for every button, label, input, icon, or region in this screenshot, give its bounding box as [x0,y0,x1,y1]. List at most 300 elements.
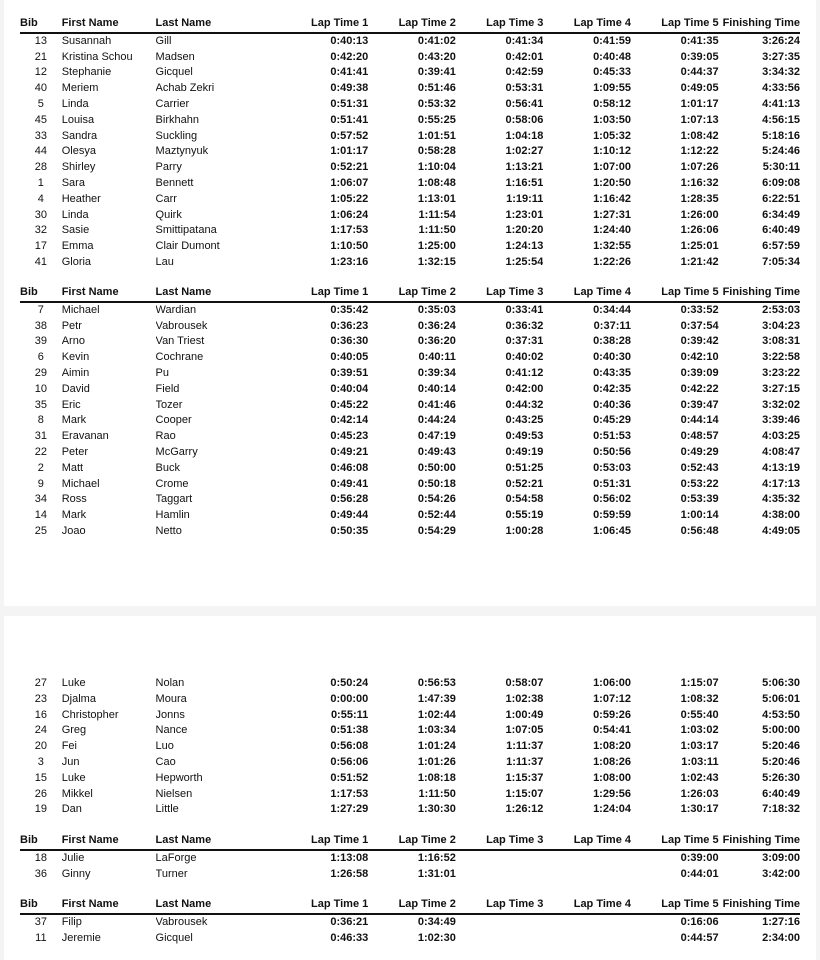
cell-last-name: Netto [155,524,182,537]
cell-bib: 41 [34,255,47,268]
column-header-lap-time-4: Lap Time 4 [543,16,631,33]
cell-lap-time-4: 0:37:11 [593,319,631,332]
cell-finishing-time: 3:22:58 [762,351,800,364]
cell-lap-time-3: 1:15:37 [505,771,544,784]
cell-lap-time-3: 1:00:49 [505,708,544,721]
cell-lap-time-4: 0:40:30 [593,351,631,364]
cell-lap-time-5: 0:53:22 [680,477,719,490]
cell-first-name: Ross [61,493,87,506]
cell-lap-time-4: 0:54:41 [593,724,631,737]
cell-lap-time-3: 0:42:59 [505,66,544,79]
cell-finishing-time: 4:41:13 [762,97,800,110]
cell-last-name: Birkhahn [155,113,199,126]
cell-first-name: Louisa [61,113,95,126]
cell-lap-time-1: 0:41:41 [330,66,369,79]
cell-lap-time-2: 0:39:34 [417,366,456,379]
cell-lap-time-3: 1:25:54 [505,255,544,268]
cell-lap-time-2: 1:03:34 [417,724,456,737]
table-header-row [20,16,800,33]
cell-lap-time-3: 1:02:27 [505,145,544,158]
cell-first-name: Sara [61,176,85,189]
cell-lap-time-3: 1:23:01 [505,208,544,221]
cell-lap-time-2: 1:02:44 [417,708,456,721]
cell-bib: 4 [37,192,44,205]
cell-lap-time-4: 1:05:32 [593,129,631,142]
cell-lap-time-5: 1:00:14 [680,509,719,522]
cell-lap-time-3: 1:19:11 [506,192,544,205]
cell-lap-time-2: 1:11:50 [418,787,456,800]
table-row [20,429,800,445]
cell-lap-time-1: 0:49:41 [330,477,369,490]
cell-lap-time-3: 1:15:07 [505,787,544,800]
cell-lap-time-4: 0:58:12 [593,97,631,110]
cell-lap-time-5: 1:08:32 [680,692,719,705]
cell-lap-time-5: 0:39:00 [680,851,719,864]
cell-lap-time-3: 0:54:58 [505,493,544,506]
column-header-first-name: First Name [62,833,156,850]
cell-first-name: Eric [61,398,81,411]
cell-lap-time-3: 0:42:00 [505,382,544,395]
cell-lap-time-4: 1:06:00 [593,677,631,689]
results-table [20,833,800,882]
cell-lap-time-1: 1:10:50 [330,240,369,253]
cell-lap-time-1: 0:40:13 [330,34,369,47]
cell-finishing-time: 5:06:30 [762,677,800,689]
cell-lap-time-5: 1:01:17 [680,97,719,110]
cell-last-name: Vabrousek [155,915,208,928]
cell-lap-time-4: 0:40:36 [593,398,631,411]
cell-finishing-time: 2:34:00 [762,931,800,944]
cell-lap-time-1: 0:56:06 [330,755,369,768]
cell-lap-time-5: 1:08:42 [680,129,719,142]
cell-lap-time-1: 0:52:21 [330,161,369,174]
column-header-lap-time-5: Lap Time 5 [631,897,719,914]
cell-lap-time-4: 0:34:44 [593,303,631,316]
cell-bib: 9 [37,477,44,490]
cell-lap-time-4: 1:22:26 [593,255,631,268]
cell-lap-time-5: 1:26:06 [680,224,719,237]
cell-first-name: Emma [61,240,94,253]
cell-bib: 11 [35,931,47,944]
column-header-first-name: First Name [62,16,156,33]
cell-lap-time-1: 1:27:29 [330,803,369,816]
cell-last-name: Lau [155,255,174,268]
cell-lap-time-1: 0:57:52 [330,129,369,142]
cell-lap-time-4: 0:59:59 [593,509,631,522]
cell-lap-time-1: 0:51:31 [330,97,369,110]
cell-lap-time-3: 0:49:53 [505,430,544,443]
men-results-table-continued [20,676,800,818]
cell-bib: 35 [34,398,47,411]
cell-finishing-time: 4:08:47 [762,445,800,458]
cell-bib: 29 [34,366,47,379]
cell-lap-time-2: 1:11:50 [418,224,456,237]
cell-lap-time-1: 0:56:08 [330,740,369,753]
cell-first-name: David [61,382,90,395]
table-row [20,445,800,461]
cell-first-name: Mark [61,414,87,427]
cell-lap-time-4: 1:03:50 [593,113,631,126]
cell-first-name: Djalma [61,692,96,705]
results-table [20,285,800,540]
cell-finishing-time: 7:05:34 [762,255,800,268]
cell-lap-time-1: 1:26:58 [330,867,369,880]
cell-lap-time-5: 0:33:52 [680,303,719,316]
table-row [20,33,800,50]
cell-bib: 24 [34,724,47,737]
table-row [20,208,800,224]
cell-last-name: Luo [155,740,174,753]
cell-lap-time-5: 0:56:48 [680,524,719,537]
table-row [20,850,800,867]
cell-lap-time-2: 0:49:43 [417,445,456,458]
cell-last-name: Carrier [155,97,190,110]
column-header-lap-time-2: Lap Time 2 [368,16,456,33]
cell-bib: 31 [34,430,47,443]
table-row [20,129,800,145]
cell-finishing-time: 3:23:22 [762,366,800,379]
table-header-row [20,897,800,914]
cell-first-name: Aimin [61,366,90,379]
cell-bib: 10 [34,382,47,395]
table-row [20,97,800,113]
cell-lap-time-5: 0:16:06 [680,915,719,928]
cell-lap-time-2: 1:16:52 [417,851,456,864]
cell-lap-time-1: 0:51:52 [330,771,369,784]
cell-lap-time-4: 0:40:48 [593,50,631,63]
cell-first-name: Gloria [61,255,92,268]
cell-lap-time-1: 1:17:53 [330,224,369,237]
cell-lap-time-4: 0:50:56 [593,445,631,458]
cell-last-name: Madsen [155,50,195,63]
cell-lap-time-1: 0:45:22 [330,398,369,411]
results-table [20,897,800,946]
cell-lap-time-3: 1:07:05 [505,724,544,737]
cell-lap-time-1: 0:51:41 [330,113,369,126]
cell-lap-time-4: 0:38:28 [593,335,631,348]
cell-first-name: Susannah [61,34,112,47]
cell-first-name: Sandra [61,129,98,142]
cell-lap-time-5: 0:39:42 [680,335,719,348]
cell-lap-time-1: 0:36:23 [330,319,369,332]
column-header-lap-time-2: Lap Time 2 [368,897,456,914]
cell-lap-time-3: 0:44:32 [505,398,544,411]
cell-lap-time-2: 1:31:01 [417,867,456,880]
cell-lap-time-5: 1:02:43 [680,771,719,784]
cell-lap-time-5: 1:25:01 [680,240,719,253]
table-row [20,223,800,239]
cell-first-name: Filip [61,915,82,928]
cell-first-name: Michael [61,477,100,490]
cell-lap-time-2: 0:52:44 [417,509,456,522]
cell-last-name: Vabrousek [155,319,208,332]
cell-lap-time-3: 0:49:19 [505,445,544,458]
cell-lap-time-4 [543,914,631,931]
cell-lap-time-2: 0:43:20 [417,50,456,63]
cell-finishing-time: 5:00:00 [762,724,800,737]
cell-lap-time-1: 0:39:51 [330,366,369,379]
column-header-lap-time-3: Lap Time 3 [456,16,544,33]
cell-finishing-time: 2:53:03 [762,303,800,316]
cell-lap-time-4: 1:16:42 [593,192,631,205]
cell-lap-time-4: 1:20:50 [593,176,631,189]
column-header-lap-time-1: Lap Time 1 [281,833,369,850]
cell-last-name: Nielsen [155,787,193,800]
cell-lap-time-1: 0:42:20 [330,50,369,63]
cell-lap-time-2: 1:01:51 [417,129,456,142]
cell-lap-time-2: 0:50:18 [417,477,456,490]
cell-lap-time-4: 0:53:03 [593,461,631,474]
cell-first-name: Stephanie [61,66,112,79]
cell-finishing-time: 4:03:25 [762,430,800,443]
cell-lap-time-2: 0:54:29 [417,524,456,537]
cell-finishing-time: 5:20:46 [762,740,800,753]
cell-lap-time-1: 0:51:38 [330,724,369,737]
cell-first-name: Eravanan [61,430,109,443]
cell-bib: 36 [34,867,47,880]
cell-first-name: Petr [61,319,82,332]
cell-bib: 17 [34,240,47,253]
table-row [20,255,800,271]
cell-finishing-time: 3:39:46 [762,414,800,427]
cell-finishing-time: 3:34:32 [762,66,800,79]
column-header-lap-time-1: Lap Time 1 [281,897,369,914]
cell-finishing-time: 6:40:49 [762,224,800,237]
cell-finishing-time: 4:13:19 [762,461,800,474]
cell-lap-time-4: 1:24:40 [593,224,631,237]
table-row [20,723,800,739]
cell-last-name: Pu [155,366,170,379]
cell-first-name: Jun [61,755,80,768]
cell-bib: 40 [34,82,47,95]
cell-lap-time-5: 0:42:10 [680,351,719,364]
cell-lap-time-4 [543,931,631,947]
table-row [20,802,800,818]
cell-last-name: Wardian [155,303,197,316]
cell-lap-time-1: 0:42:14 [330,414,369,427]
table-row [20,931,800,947]
cell-lap-time-3: 0:43:25 [505,414,544,427]
cell-lap-time-3: 1:04:18 [505,129,544,142]
cell-lap-time-5: 0:37:54 [680,319,719,332]
column-header-bib: Bib [20,833,62,850]
cell-first-name: Julie [61,851,85,864]
cell-lap-time-5: 0:39:09 [680,366,719,379]
cell-lap-time-4 [543,850,631,867]
cell-lap-time-2: 1:08:48 [417,176,456,189]
cell-lap-time-4: 1:06:45 [593,524,631,537]
cell-lap-time-5: 1:03:02 [680,724,719,737]
cell-first-name: Heather [61,192,101,205]
cell-lap-time-2: 0:56:53 [417,677,456,689]
cell-first-name: Joao [61,524,86,537]
cell-first-name: Jeremie [61,931,101,944]
cell-lap-time-3 [456,914,544,931]
table-row [20,492,800,508]
cell-finishing-time: 3:09:00 [762,851,800,864]
cell-lap-time-1: 1:13:08 [330,851,369,864]
cell-lap-time-3: 0:33:41 [505,303,544,316]
cell-lap-time-1: 0:49:44 [330,509,369,522]
table-header-row [20,833,800,850]
cell-lap-time-5: 1:07:26 [680,161,719,174]
column-header-bib: Bib [20,16,62,33]
cell-lap-time-2: 0:50:00 [417,461,456,474]
cell-bib: 19 [34,803,47,816]
table-row [20,508,800,524]
cell-last-name: Nolan [155,677,185,689]
cell-finishing-time: 6:57:59 [762,240,800,253]
cell-first-name: Mark [61,509,87,522]
cell-finishing-time: 4:38:00 [762,509,800,522]
cell-lap-time-3: 1:11:37 [506,740,544,753]
table-row [20,914,800,931]
cell-bib: 23 [34,692,47,705]
cell-lap-time-1: 0:45:23 [330,430,369,443]
cell-lap-time-5: 0:44:14 [680,414,719,427]
column-header-lap-time-5: Lap Time 5 [631,16,719,33]
results-table [20,16,800,271]
cell-bib: 12 [34,66,47,79]
cell-first-name: Linda [61,208,89,221]
cell-lap-time-4 [543,867,631,883]
cell-bib: 18 [34,851,47,864]
cell-lap-time-4: 0:51:31 [593,477,631,490]
cell-bib: 6 [37,351,44,364]
cell-lap-time-2: 0:40:11 [418,351,456,364]
cell-lap-time-4: 0:45:33 [593,66,631,79]
column-header-lap-time-3: Lap Time 3 [456,897,544,914]
cell-finishing-time: 5:30:11 [762,161,800,174]
cell-lap-time-3: 0:41:34 [505,34,544,47]
cell-lap-time-1: 0:55:11 [330,708,369,721]
column-header-lap-time-1: Lap Time 1 [281,285,369,302]
partial-results-table-b [20,897,800,946]
table-row [20,787,800,803]
cell-lap-time-2: 1:47:39 [417,692,456,705]
table-row [20,239,800,255]
cell-bib: 30 [34,208,47,221]
cell-lap-time-3: 0:51:25 [505,461,544,474]
table-row [20,160,800,176]
cell-lap-time-1: 0:35:42 [330,303,369,316]
table-row [20,398,800,414]
cell-lap-time-5: 1:26:00 [680,208,719,221]
cell-lap-time-3: 1:11:37 [506,755,544,768]
cell-last-name: Smittipatana [155,224,217,237]
table-row [20,708,800,724]
cell-lap-time-5: 0:52:43 [680,461,719,474]
column-header-lap-time-3: Lap Time 3 [456,285,544,302]
cell-last-name: Crome [155,477,189,490]
cell-lap-time-3: 0:40:02 [505,351,544,364]
cell-lap-time-2: 1:30:30 [417,803,456,816]
cell-lap-time-3: 1:13:21 [505,161,544,174]
results-page-1 [4,0,816,606]
cell-lap-time-5: 1:03:11 [681,755,719,768]
cell-last-name: Cao [155,755,176,768]
cell-lap-time-5: 0:49:05 [680,82,719,95]
table-row [20,319,800,335]
column-header-finishing-time: Finishing Time [719,16,800,33]
cell-finishing-time: 6:09:08 [762,176,800,189]
cell-first-name: Mikkel [61,787,93,800]
cell-finishing-time: 4:56:15 [762,113,800,126]
cell-lap-time-4: 1:29:56 [593,787,631,800]
column-header-last-name: Last Name [156,16,281,33]
cell-lap-time-3: 1:24:13 [505,240,544,253]
cell-lap-time-2: 0:41:02 [417,34,456,47]
cell-bib: 27 [34,677,47,689]
cell-last-name: Hepworth [155,771,203,784]
cell-first-name: Greg [61,724,87,737]
table-row [20,461,800,477]
cell-lap-time-3: 0:53:31 [505,82,544,95]
cell-lap-time-3: 0:55:19 [505,509,544,522]
cell-first-name: Luke [61,677,86,689]
cell-finishing-time: 3:26:24 [762,34,800,47]
table-row [20,50,800,66]
cell-lap-time-3: 0:37:31 [505,335,544,348]
cell-lap-time-2: 0:39:41 [417,66,456,79]
cell-lap-time-2: 0:35:03 [417,303,456,316]
cell-lap-time-4: 0:51:53 [593,430,631,443]
cell-last-name: Cochrane [155,351,204,364]
table-row [20,65,800,81]
cell-lap-time-1: 0:49:21 [330,445,369,458]
cell-first-name: Shirley [61,161,96,174]
cell-lap-time-1: 0:46:08 [330,461,369,474]
cell-lap-time-5: 0:41:35 [680,34,719,47]
cell-bib: 25 [34,524,47,537]
cell-lap-time-2: 1:10:04 [417,161,456,174]
table-row [20,676,800,692]
cell-bib: 13 [34,34,47,47]
cell-last-name: Field [155,382,180,395]
cell-lap-time-5: 1:15:07 [680,677,719,689]
cell-lap-time-5: 1:21:42 [680,255,719,268]
cell-lap-time-4: 1:08:00 [593,771,631,784]
cell-finishing-time: 6:34:49 [762,208,800,221]
cell-last-name: Turner [155,867,188,880]
column-header-finishing-time: Finishing Time [719,833,800,850]
cell-lap-time-4: 1:10:12 [593,145,631,158]
column-header-last-name: Last Name [156,285,281,302]
cell-lap-time-5: 0:44:01 [680,867,719,880]
table-row [20,176,800,192]
cell-last-name: Cooper [155,414,192,427]
cell-last-name: Hamlin [155,509,190,522]
cell-finishing-time: 3:27:15 [762,382,800,395]
cell-finishing-time: 1:27:16 [762,915,800,928]
cell-last-name: Jonns [155,708,185,721]
cell-lap-time-3: 0:58:07 [505,677,544,689]
cell-lap-time-2: 1:08:18 [417,771,456,784]
cell-first-name: Dan [61,803,82,816]
column-header-lap-time-4: Lap Time 4 [543,833,631,850]
cell-last-name: Nance [155,724,188,737]
table-row [20,692,800,708]
cell-lap-time-2: 0:44:24 [417,414,456,427]
results-page-2 [4,616,816,960]
cell-bib: 14 [34,509,47,522]
cell-bib: 33 [34,129,47,142]
table-row [20,867,800,883]
cell-last-name: Suckling [155,129,198,142]
cell-finishing-time: 5:06:01 [762,692,800,705]
table-row [20,739,800,755]
table-row [20,192,800,208]
